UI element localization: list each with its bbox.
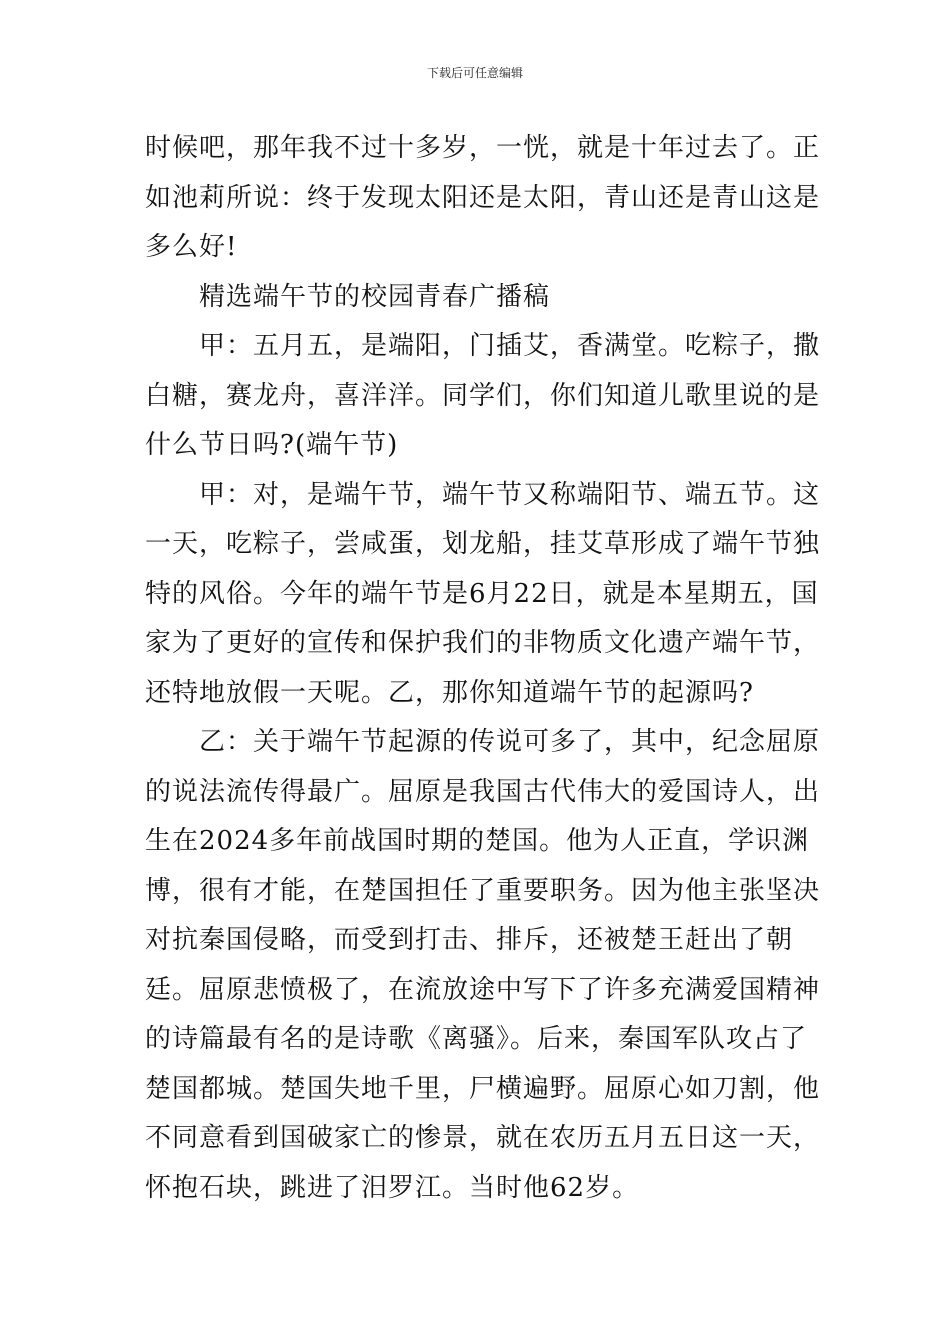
paragraph-dialogue-yi-1: 乙：关于端午节起源的传说可多了，其中，纪念屈原的说法流传得最广。屈原是我国古代伟大的爱国诗人，出生在2024多年前战国时期的楚国。他为人正直，学识渊博，很有才能，在楚国担任了重要职务。因为他主张坚决对抗秦国侵略，而受到打击、排斥，还被楚王赶出了朝廷。屈原悲愤极了，在流放途中写下了许多充满爱国精神的诗篇最有名的是诗歌《离骚》。后来，秦国军队攻占了楚国都城。楚国失地千里，尸横遍野。屈原心如刀割，他不同意看到国破家亡的惨景，就在农历五月五日这一天，怀抱石块，跳进了汨罗江。当时他62岁。 <box>145 727 821 1203</box>
section-title: 精选端午节的校园青春广播稿 <box>199 281 551 312</box>
document-body <box>145 124 825 1213</box>
page-header: 下载后可任意编辑 <box>426 66 523 80</box>
paragraph-dialogue-jia-2: 甲：对，是端午节，端午节又称端阳节、端五节。这一天，吃粽子，尝咸蛋，划龙船，挂艾草形成了端午节独特的风俗。今年的端午节是6月22日，就是本星期五，国家为了更好的宣传和保护我们的非物质文化遗产端午节，还特地放假一天呢。乙，那你知道端午节的起源吗? <box>145 479 821 708</box>
paragraph-dialogue-jia-1: 甲：五月五，是端阳，门插艾，香满堂。吃粽子，撒白糖，赛龙舟，喜洋洋。同学们，你们知道儿歌里说的是什么节日吗?(端午节) <box>145 331 821 460</box>
paragraph-continuation: 时候吧，那年我不过十多岁，一恍，就是十年过去了。正如池莉所说：终于发现太阳还是太阳，青山还是青山这是多么好! <box>145 133 821 262</box>
